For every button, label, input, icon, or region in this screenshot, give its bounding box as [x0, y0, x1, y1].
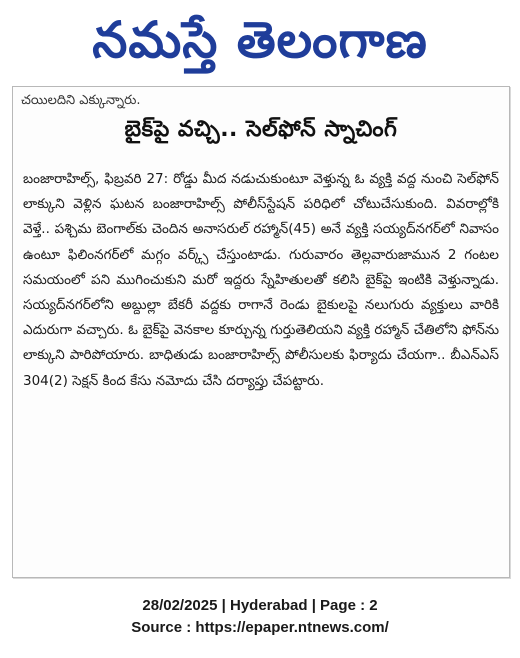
article-body: [23, 167, 499, 394]
newspaper-masthead: [0, 0, 520, 80]
article-headline: బైక్‌పై వచ్చి.. సెల్‌ఫోన్‌ స్నాచింగ్‌: [124, 117, 398, 142]
news-clipping: [12, 86, 510, 578]
article-text: రోడ్డు మీద నడుచుకుంటూ వెళ్తున్న ఓ వ్యక్తి వద్ద నుంచి సెల్‌ఫోన్‌ లాక్కుని వెళ్లిన ఘటన బంజారాహిల్స్‌ పోలీస్‌స్టేషన్‌ పరిధిలో చోటుచేసుకుంది. వివరాల్లోకి వెళ్తే.. పశ్చిమ బెంగాల్‌కు చెందిన అనాసరుల్‌ రహ్మాన్‌(45) అనే వ్యక్తి సయ్యద్‌నగర్‌లో నివాసం ఉంటూ ఫిలింనగర్‌లో మగ్గం వర్క్స్‌ చేస్తుంటాడు. గురువారం తెల్లవారుజామున 2 గంటల సమయంలో పని ముగించుకుని మరో ఇద్దరు స్నేహితులతో కలిసి బైక్‌పై ఇంటికి వెళ్తున్నాడు. సయ్యద్‌నగర్‌లోని అబ్దుల్లా బేకరీ వద్దకు రాగానే రెండు బైకులపై నలుగురు వ్యక్తులు వారికి ఎదురుగా వచ్చారు. ఓ బైక్‌పై వెనకాల కూర్చున్న గుర్తుతెలియని వ్యక్తి రహ్మాన్‌ చేతిలోని ఫోన్‌ను లాక్కుని పారిపోయారు. బాధితుడు బంజారాహిల్స్‌ పోలీసులకు ఫిర్యాదు చేయగా.. బీఎన్‌ఎస్‌ 304(2) సెక్షన్‌ కింద కేసు నమోదు చేసి దర్యాప్తు చేపట్టారు.: [23, 171, 499, 389]
article-dateline: బంజారాహిల్స్‌, ఫిబ్రవరి 27:: [23, 171, 169, 187]
edition-info: 28/02/2025 | Hyderabad | Page : 2: [142, 597, 378, 614]
newspaper-logo: నమస్తే తెలంగాణ: [92, 11, 428, 69]
previous-article-tail: చయిలదిని ఎక్కున్నారు.: [21, 93, 141, 108]
source-link[interactable]: Source : https://epaper.ntnews.com/: [131, 619, 389, 636]
